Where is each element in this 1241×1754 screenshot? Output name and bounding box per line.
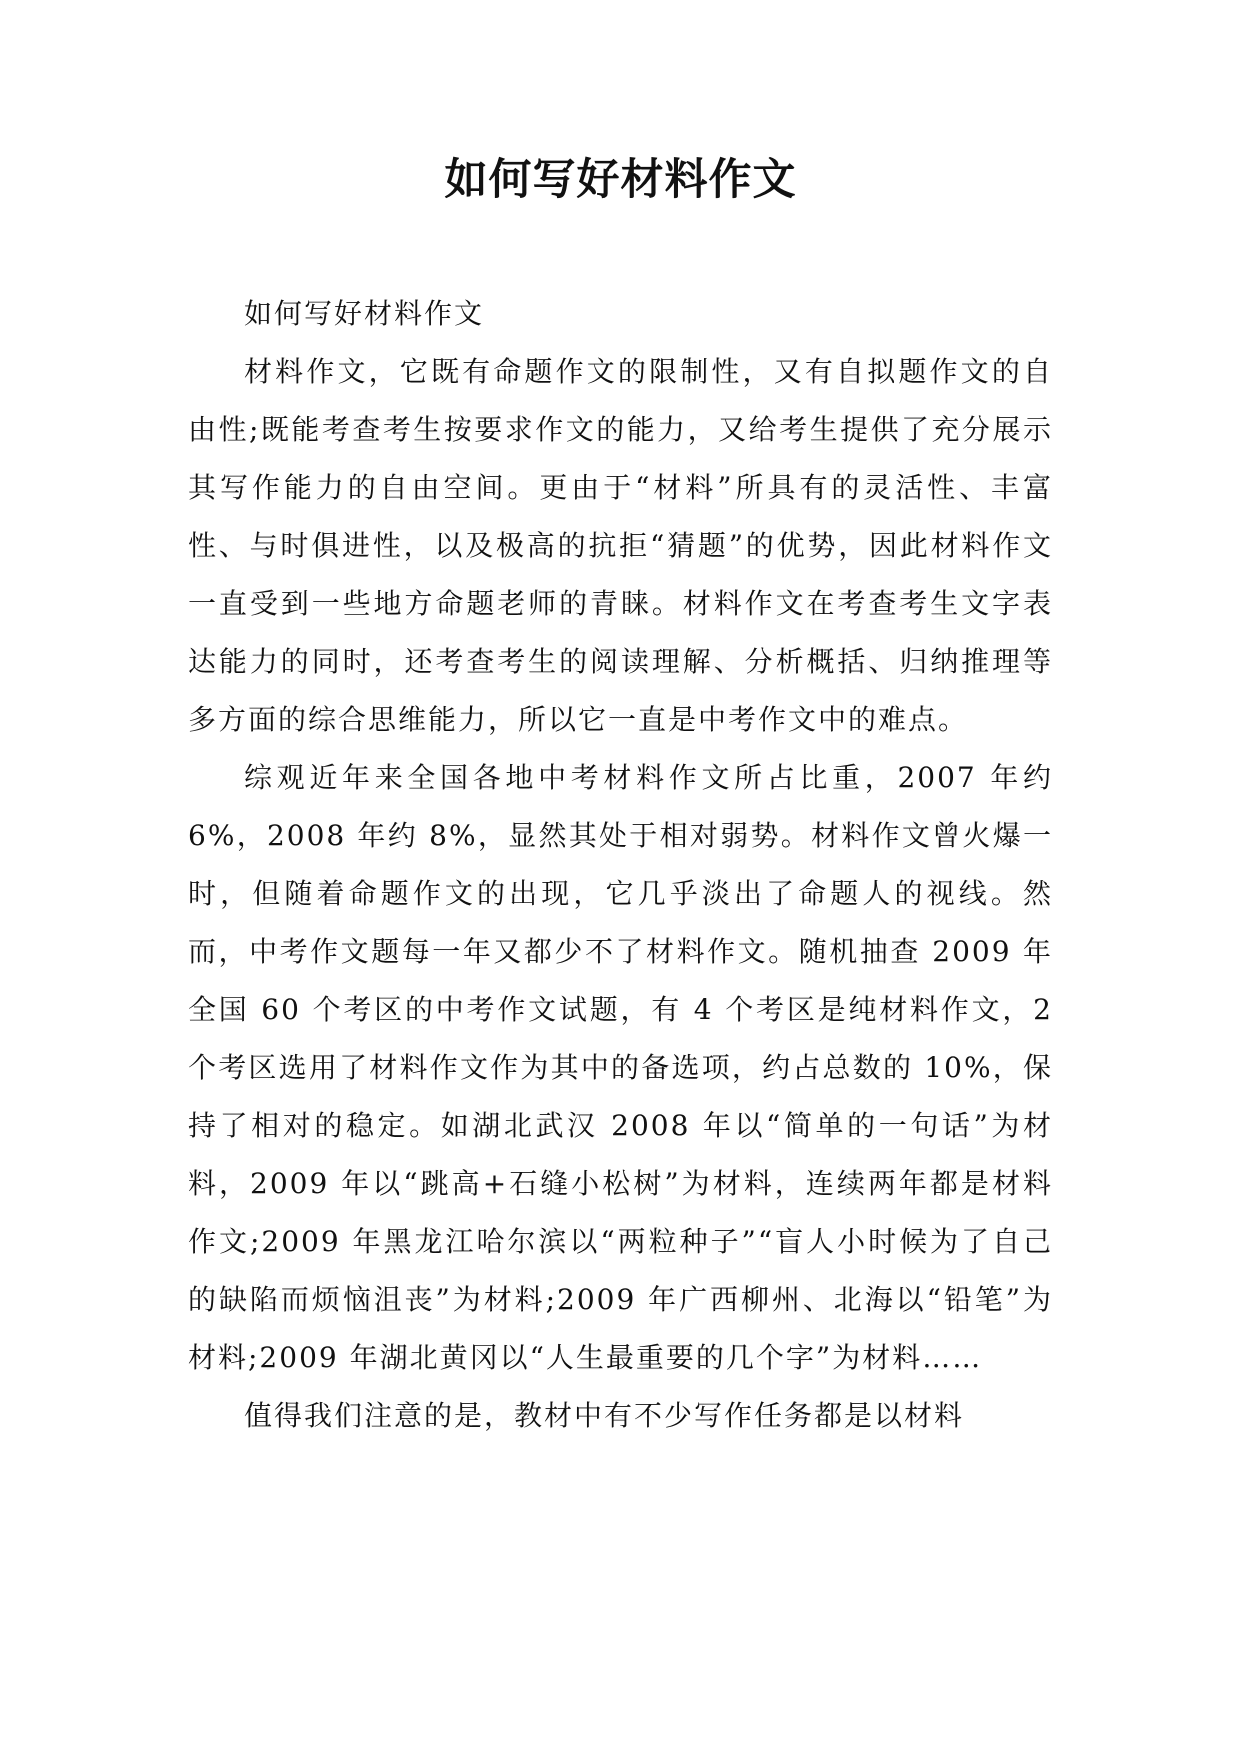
document-title: 如何写好材料作文	[444, 155, 797, 205]
paragraph-textbook: 值得我们注意的是，教材中有不少写作任务都是以材料	[244, 1399, 965, 1432]
document-body	[188, 285, 1053, 1445]
paragraph-statistics: 综观近年来全国各地中考材料作文所占比重，2007 年约 6%，2008 年约 8%，显然其处于相对弱势。材料作文曾火爆一时，但随着命题作文的出现，它几乎淡出了命题人的视线。然而，中考作文题每一年又都少不了材料作文。随机抽查 2009 年全国 60 个考区的中考作文试题，有 4 个考区是纯材料作文，2 个考区选用了材料作文作为其中的备选项，约占总数的 10%，保持了相对的稳定。如湖北武汉 2008 年以“简单的一句话”为材料，2009 年以“跳高+石缝小松树”为材料，连续两年都是材料作文;2009 年黑龙江哈尔滨以“两粒种子”“盲人小时候为了自己的缺陷而烦恼沮丧”为材料;2009 年广西柳州、北海以“铅笔”为材料;2009 年湖北黄冈以“人生最重要的几个字”为材料……	[188, 761, 1053, 1374]
paragraph-intro: 材料作文，它既有命题作文的限制性，又有自拟题作文的自由性;既能考查考生按要求作文的能力，又给考生提供了充分展示其写作能力的自由空间。更由于“材料”所具有的灵活性、丰富性、与时俱进性，以及极高的抗拒“猜题”的优势，因此材料作文一直受到一些地方命题老师的青睐。材料作文在考查考生文字表达能力的同时，还考查考生的阅读理解、分析概括、归纳推理等多方面的综合思维能力，所以它一直是中考作文中的难点。	[188, 355, 1053, 736]
paragraph-heading: 如何写好材料作文	[244, 297, 485, 330]
